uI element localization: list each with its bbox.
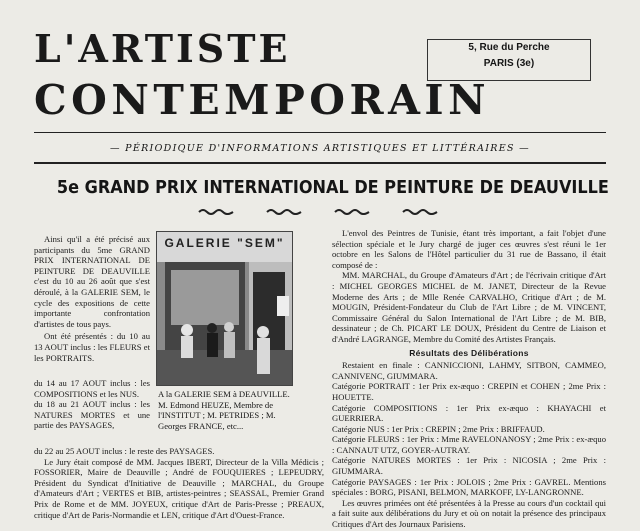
address-street: 5, Rue du Perche xyxy=(468,42,550,53)
masthead-rule-top xyxy=(34,132,606,133)
results-line: Catégorie PAYSAGES : 1er Prix : JOLOIS ; 2me Prix : GAVREL. Mentions spéciales : BORG, PISANI, BELMON, MARKOFF, LY-LANGRONNE. xyxy=(332,476,606,498)
article-paragraph: Ainsi qu'il a été précisé aux participants du 5me GRAND PRIX INTERNATIONAL DE PEINTURE DE DEAUVILLE c'est du 10 au 26 août que s'est déroulé, à la GALERIE SEM, le cycle des expositions de cette importante confrontation d'artistes de tous pays. xyxy=(34,234,150,329)
gallery-sign: GALERIE "SEM" xyxy=(164,236,285,250)
article-column-left-bottom xyxy=(34,446,324,520)
ornament-icon xyxy=(402,208,438,215)
masthead-title-line2: CONTEMPORAIN xyxy=(34,76,491,124)
results-line: Les œuvres primées ont été présentées à la Presse au cours d'un cocktail qui a fait suite aux délibérations du Jury et où on notait la présence des principaux Critiques d'Art des Journaux Parisiens. xyxy=(332,497,606,530)
masthead-title-line1: L'ARTISTE xyxy=(34,26,291,71)
results-line: Restaient en finale : CANNICCIONI, LAHMY, SITBON, CAMMEO, CANNIVENC, GIUMMARA. xyxy=(332,360,606,381)
results-line: Catégorie NATURES MORTES : 1er Prix : NICOSIA ; 2me Prix : GIUMMARA. xyxy=(332,455,606,477)
article-paragraph: Le Jury était composé de MM. Jacques IBERT, Directeur de la Villa Médicis ; FOSSORIER, Maire de Deauville ; André de FOUQUIERES ; LEPEUDRY, Président du Syndicat d'Initiative de Deauville ; MARCHAL, du Groupe d'Amateurs d'Art ; VERTES et BIB, artistes-peintres ; SEASSAL, Premier Grand Prix de Rome et de MM. JOYEUX, critique d'Art de Paris-Presse ; PREAUX, critique d'Art de Paris-Normandie et LEN, critique d'Art d'Ouest-France. xyxy=(34,456,324,520)
results-line: Catégorie NUS : 1er Prix : CREPIN ; 2me Prix : BRIFFAUD. xyxy=(332,423,545,434)
ornament-icon xyxy=(334,208,370,215)
article-column-left-top xyxy=(34,234,150,363)
article-paragraph: du 18 au 21 AOUT inclus : les NATURES MORTES et une partie des PAYSAGES, xyxy=(34,399,150,431)
results-line: Catégorie FLEURS : 1er Prix : Mme RAVELONANOSY ; 2me Prix : ex-æquo : CANNAUT UTZ, GOYER-AUTRAY. xyxy=(332,434,606,455)
gallery-photo-image xyxy=(157,232,292,385)
article-paragraph: du 14 au 17 AOUT inclus : les COMPOSITIONS et les NUS. xyxy=(34,378,150,399)
address-city: PARIS (3e) xyxy=(483,58,535,69)
masthead-rule-bottom xyxy=(34,162,606,164)
address-box xyxy=(427,39,591,81)
article-column-left-mid xyxy=(34,378,150,431)
results-heading: Résultats des Délibérations xyxy=(409,347,529,358)
photo-caption: A la GALERIE SEM à DEAUVILLE. M. Edmond HEUZE, Membre de l'INSTITUT ; M. PETRIDES ; M. Georges FRANCE, etc... xyxy=(158,389,290,431)
ornament-icon xyxy=(266,208,302,215)
article-headline: 5e GRAND PRIX INTERNATIONAL DE PEINTURE DE DEAUVILLE xyxy=(56,178,609,198)
headline-ornaments xyxy=(198,208,438,215)
gallery-photo xyxy=(156,231,293,386)
results-line: Catégorie PORTRAIT : 1er Prix ex-æquo : CREPIN et COHEN ; 2me Prix : HOUETTE. xyxy=(332,381,606,402)
article-paragraph: MM. MARCHAL, du Groupe d'Amateurs d'Art ; de l'écrivain critique d'Art : MICHEL GEORGES MICHEL de M. JANET, Directeur de la Revue Moderne des Arts ; de Mlle Renée CARVALHO, Critique d'Art ; de M. MOUGIN, Président-Fondateur du Club de l'Art Libre ; de M. VINCENT, Commissaire Général du Salon International de l'Art Libre ; de M. BIB, dessinateur ; de Ch. PICART LE DOUX, Président du Centre de Liaison et d'André LAGRANGE, Membre du Comité des Artistes Français. xyxy=(332,270,606,344)
results-line: Catégorie COMPOSITIONS : 1er Prix ex-æquo : KHAYACHI et GUERRIERA. xyxy=(332,402,606,424)
article-column-right xyxy=(332,228,606,530)
article-paragraph: Ont été présentés : du 10 au 13 AOUT inclus : les FLEURS et les PORTRAITS. xyxy=(34,331,150,363)
article-paragraph: du 22 au 25 AOUT inclus : le reste des PAYSAGES. xyxy=(34,446,215,456)
masthead-subtitle: — PÉRIODIQUE D'INFORMATIONS ARTISTIQUES ET LITTÉRAIRES — xyxy=(110,143,530,154)
ornament-icon xyxy=(198,208,234,215)
article-paragraph: L'envol des Peintres de Tunisie, étant très important, a fait l'objet d'une sélection spéciale et le Jury chargé de juger ces œuvres s'est réuni le 1er octobre en les Salons de l'Hôtel particulier du 31 rue de Bassano, il était composé de : xyxy=(332,228,606,270)
